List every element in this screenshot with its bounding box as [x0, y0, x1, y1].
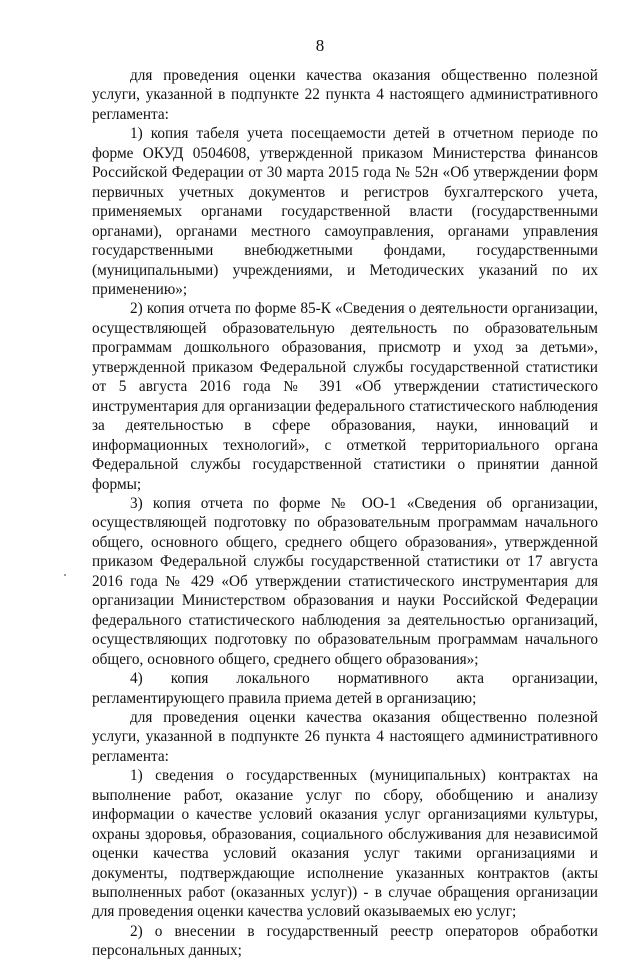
paragraph-item-1-timesheet: 1) копия табеля учета посещаемости детей в отчетном периоде по форме ОКУД 0504608, утвержденной приказом Министерства финансов Российской Федерации от 30 марта 2015 года № 52н «Об утверждении форм первичных учетных документов и регистров бухгалтерского учета, применяемых органами государственной власти (государственными органами), органами местного самоуправления, органами управления государственными внебюджетными фондами, государственными (муниципальными) учреждениями, и Методических указаний по их применению»;	[92, 125, 598, 298]
document-body	[92, 66, 598, 961]
page-number: 8	[315, 36, 325, 55]
paragraph-item-3-report-oo1: 3) копия отчета по форме № ОО-1 «Сведения об организации, осуществляющей подготовку по образовательным программам начального общего, основного общего, среднего общего образования», утвержденной приказом Федеральной службы государственной статистики от 17 августа 2016 года № 429 «Об утверждении статистического инструментария для организации Министерством образования и науки Российской Федерации федерального статистического наблюдения за деятельностью организаций, осуществляющих подготовку по образовательным программам начального общего, основного общего, среднего общего образования»;	[92, 494, 598, 668]
paragraph-item-4-local-act: 4) копия локального нормативного акта организации, регламентирующего правила приема детей в организацию;	[92, 670, 598, 707]
paragraph-item-1-contracts: 1) сведения о государственных (муниципальных) контрактах на выполнение работ, оказание услуг по сбору, обобщению и анализу информации о качестве условий оказания услуг организациями культуры, охраны здоровья, образования, социального обслуживания для независимой оценки качества условий оказания услуг такими организациями и документы, подтверждающие исполнение указанных контрактов (акты выполненных работ (оказанных услуг)) - в случае обращения организации для проведения оценки качества условий оказываемых ею услуг;	[92, 767, 598, 921]
paragraph-intro-22: для проведения оценки качества оказания общественно полезной услуги, указанной в подпункте 22 пункта 4 настоящего административного регламента:	[92, 67, 598, 123]
paragraph-item-2-report-85k: 2) копия отчета по форме 85-К «Сведения о деятельности организации, осуществляющей образовательную деятельность по образовательным программам дошкольного образования, присмотр и уход за детьми», утвержденной приказом Федеральной службы государственной статистики от 5 августа 2016 года № 391 «Об утверждении статистического инструментария для организации федерального статистического наблюдения за деятельностью в сфере образования, науки, инноваций и информационных технологий», с отметкой территориального органа Федеральной службы государственной статистики о принятии данной формы;	[92, 300, 598, 493]
scan-speck	[64, 574, 66, 576]
paragraph-item-2-registry: 2) о внесении в государственный реестр операторов обработки персональных данных;	[92, 922, 598, 960]
paragraph-intro-26: для проведения оценки качества оказания общественно полезной услуги, указанной в подпункте 26 пункта 4 настоящего административного регламента:	[92, 708, 598, 765]
